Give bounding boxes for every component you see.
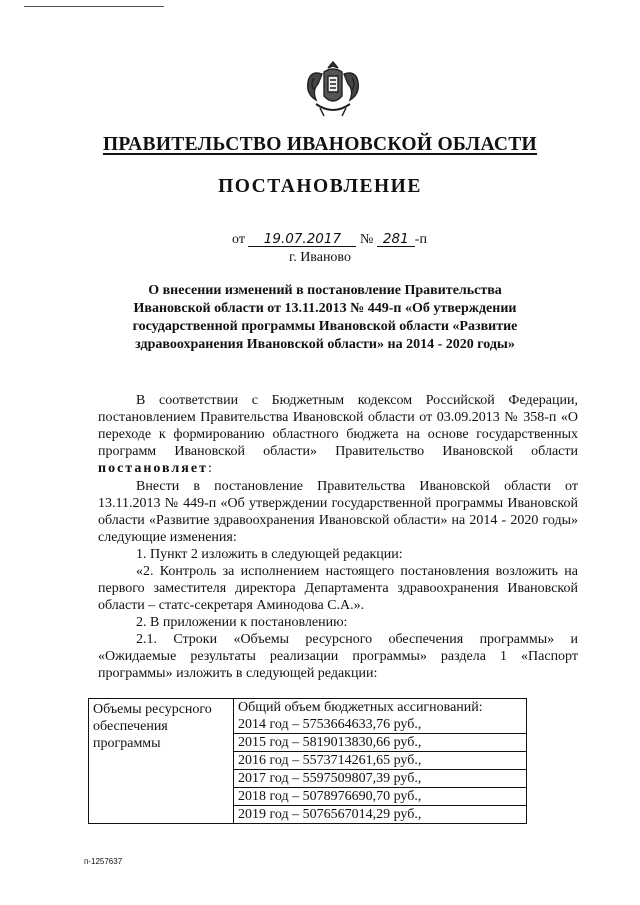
coat-of-arms-emblem bbox=[302, 58, 364, 122]
handwritten-date: 19.07.2017 bbox=[248, 232, 356, 247]
table-line: Общий объем бюджетных ассигнований: bbox=[238, 700, 483, 715]
paragraph-amend bbox=[98, 478, 578, 546]
table-line: 2014 год – 5753664633,76 руб., bbox=[234, 716, 526, 734]
paragraph-item2 bbox=[98, 614, 578, 631]
document-code: п-1257637 bbox=[84, 857, 123, 866]
decree-word: постановляет bbox=[98, 461, 208, 476]
number-sign: № bbox=[359, 232, 374, 247]
city: г. Иваново bbox=[289, 250, 351, 265]
number-suffix: -п bbox=[414, 232, 427, 247]
paragraph-item1 bbox=[98, 546, 578, 563]
government-title-text: ПРАВИТЕЛЬСТВО ИВАНОВСКОЙ ОБЛАСТИ bbox=[102, 134, 538, 155]
document-title bbox=[120, 282, 530, 354]
table-row bbox=[89, 699, 527, 824]
preamble-colon: : bbox=[207, 461, 212, 476]
table-values-cell bbox=[234, 699, 527, 824]
table-line: 2017 год – 5597509807,39 руб., bbox=[234, 770, 526, 788]
table-label-cell: Объемы ресурсного обеспечения программы bbox=[89, 699, 234, 824]
title-line: государственной программы Ивановской области «Развитие bbox=[132, 319, 518, 334]
item1-text: 1. Пункт 2 изложить в следующей редакции: bbox=[136, 547, 403, 562]
table-line: 2015 год – 5819013830,66 руб., bbox=[234, 734, 526, 752]
item1-quote-text: «2. Контроль за исполнением настоящего постановления возложить на первого заместителя директора Департамента здравоохранения Ивановской области – статс-секретаря Аминодова С.А.». bbox=[98, 564, 578, 613]
resource-table bbox=[88, 698, 527, 824]
title-line: О внесении изменений в постановление Правительства bbox=[148, 283, 502, 298]
table-line: 2019 год – 5076567014,29 руб., bbox=[238, 807, 422, 822]
date-number-line bbox=[232, 232, 427, 248]
handwritten-number: 281 bbox=[377, 232, 415, 247]
top-rule bbox=[24, 6, 164, 7]
item2-text: 2. В приложении к постановлению: bbox=[136, 615, 348, 630]
paragraph-item2-1 bbox=[98, 631, 578, 682]
date-prefix: от bbox=[232, 232, 245, 247]
table-line: 2018 год – 5078976690,70 руб., bbox=[234, 788, 526, 806]
preamble-text: В соответствии с Бюджетным кодексом Российской Федерации, постановлением Правительства Ивановской области от 03.09.2013 № 358-п «О переходе к формированию областного бюджета на основе государственных программ Ивановской области» Правительство Ивановской области bbox=[98, 393, 578, 459]
amend-text: Внести в постановление Правительства Ивановской области от 13.11.2013 № 449-п «Об утверждении государственной программы Ивановской области «Развитие здравоохранения Ивановской области» на 2014 - 2020 годы» следующие изменения: bbox=[98, 479, 578, 545]
government-title bbox=[0, 134, 640, 156]
item2-1-text: 2.1. Строки «Объемы ресурсного обеспечения программы» и «Ожидаемые результаты реализации программы» раздела 1 «Паспорт программы» изложить в следующей редакции: bbox=[98, 632, 578, 681]
title-line: Ивановской области от 13.11.2013 № 449-п «Об утверждении bbox=[133, 301, 517, 316]
paragraph-item1-quote bbox=[98, 563, 578, 614]
table-line: 2016 год – 5573714261,65 руб., bbox=[234, 752, 526, 770]
paragraph-preamble bbox=[98, 392, 578, 477]
title-line: здравоохранения Ивановской области» на 2014 - 2020 годы» bbox=[135, 337, 515, 352]
decree-type: ПОСТАНОВЛЕНИЕ bbox=[218, 176, 422, 197]
